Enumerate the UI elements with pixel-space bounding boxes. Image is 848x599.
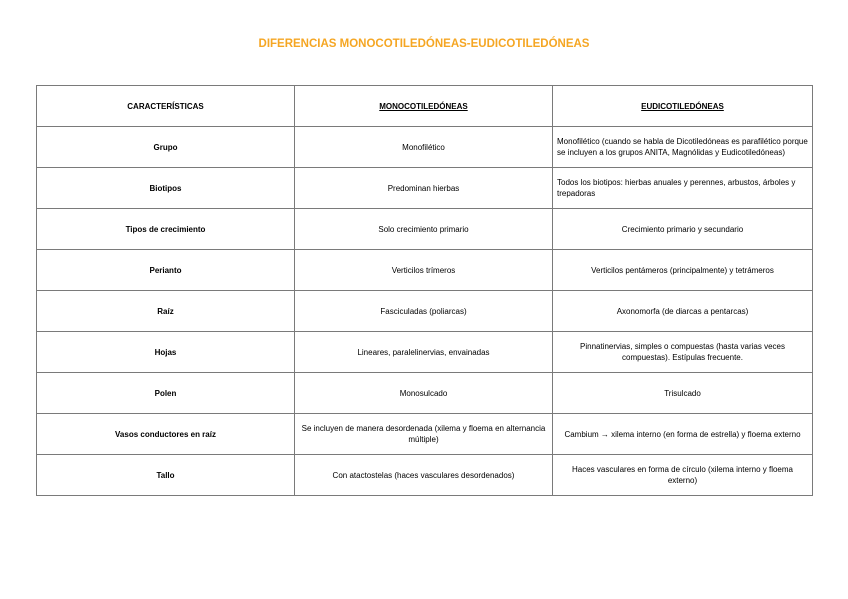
row-mono-value: Monofilético [295,127,553,168]
header-characteristics: CARACTERÍSTICAS [37,86,295,127]
row-mono-value: Monosulcado [295,373,553,414]
header-monocots: MONOCOTILEDÓNEAS [295,86,553,127]
row-eudi-value: Axonomorfa (de diarcas a pentarcas) [553,291,813,332]
row-eudi-value: Verticilos pentámeros (principalmente) y tetrámeros [553,250,813,291]
row-eudi-value: Todos los biotipos: hierbas anuales y perennes, arbustos, árboles y trepadoras [553,168,813,209]
row-mono-value: Lineares, paralelinervias, envainadas [295,332,553,373]
row-characteristic: Polen [37,373,295,414]
table-row [37,455,813,496]
comparison-table [36,85,813,496]
row-characteristic: Grupo [37,127,295,168]
row-eudi-value: Crecimiento primario y secundario [553,209,813,250]
document-title: DIFERENCIAS MONOCOTILEDÓNEAS-EUDICOTILEDÓNEAS [258,38,590,50]
row-characteristic: Vasos conductores en raíz [37,414,295,455]
row-mono-value: Con atactostelas (haces vasculares desordenados) [295,455,553,496]
table-row [37,209,813,250]
table-row [37,250,813,291]
row-characteristic: Tipos de crecimiento [37,209,295,250]
table-row [37,291,813,332]
row-mono-value: Verticilos trímeros [295,250,553,291]
row-eudi-value: Trisulcado [553,373,813,414]
row-characteristic: Raíz [37,291,295,332]
row-eudi-value: Haces vasculares en forma de círculo (xilema interno y floema externo) [553,455,813,496]
row-characteristic: Perianto [37,250,295,291]
table-row [37,127,813,168]
row-mono-value: Se incluyen de manera desordenada (xilema y floema en alternancia múltiple) [295,414,553,455]
row-characteristic: Biotipos [37,168,295,209]
row-mono-value: Predominan hierbas [295,168,553,209]
table-row [37,373,813,414]
header-eudicots: EUDICOTILEDÓNEAS [553,86,813,127]
row-eudi-value: Monofilético (cuando se habla de Dicotiledóneas es parafilético porque se incluyen a los grupos ANITA, Magnólidas y Eudicotiledóneas) [553,127,813,168]
row-characteristic: Hojas [37,332,295,373]
row-mono-value: Solo crecimiento primario [295,209,553,250]
row-characteristic: Tallo [37,455,295,496]
table-row [37,414,813,455]
row-mono-value: Fasciculadas (poliarcas) [295,291,553,332]
table-row [37,332,813,373]
table-header-row [37,86,813,127]
table-row [37,168,813,209]
row-eudi-value: Cambium → xilema interno (en forma de estrella) y floema externo [553,414,813,455]
row-eudi-value: Pinnatinervias, simples o compuestas (hasta varias veces compuestas). Estípulas frecuente. [553,332,813,373]
